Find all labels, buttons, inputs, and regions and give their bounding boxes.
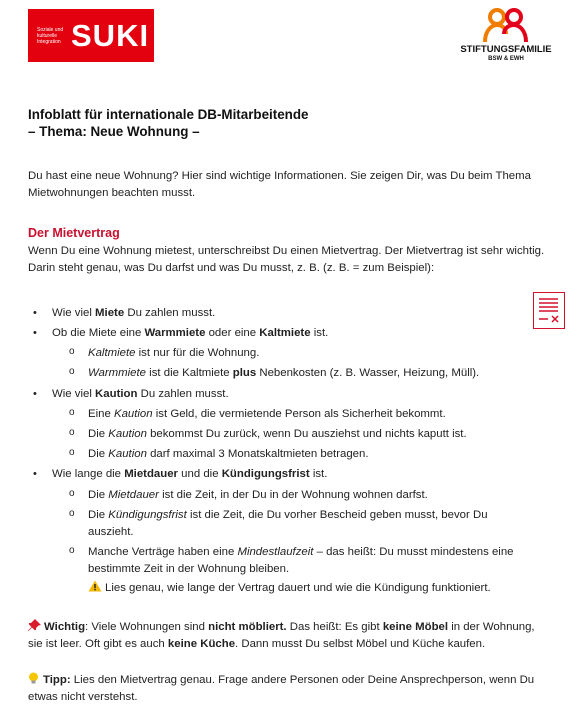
important-note: Wichtig: Viele Wohnungen sind nicht möbliert. Das heißt: Es gibt keine Möbel in der Wohnung, sie ist leer. Oft gibt es auch keine Küche. Dann musst Du selbst Möbel und Küche kaufen. bbox=[28, 621, 535, 650]
suki-logo-wordmark: SUKI bbox=[71, 17, 150, 53]
list-subitem-kaution-2: o Die Kaution bekommst Du zurück, wenn Du ausziehst und nichts kaputt ist. bbox=[88, 426, 518, 443]
warning-note: Lies genau, wie lange der Vertrag dauert und wie die Kündigung funktioniert. bbox=[88, 580, 528, 597]
list-subitem-warmmiete: o Warmmiete ist die Kaltmiete plus Nebenkosten (z. B. Wasser, Heizung, Müll). bbox=[88, 365, 518, 382]
list-item-warmmiete-kaltmiete: • Ob die Miete eine Warmmiete oder eine Kaltmiete ist. bbox=[52, 325, 532, 342]
lightbulb-icon bbox=[28, 672, 39, 685]
warning-icon bbox=[88, 580, 102, 592]
stiftungsfamilie-sub: BSW & EWH bbox=[488, 56, 524, 62]
document-remove-icon[interactable] bbox=[533, 292, 565, 329]
suki-logo-subtitle: Soziale und kulturelle Integration bbox=[37, 26, 64, 45]
section-heading: Der Mietvertrag bbox=[28, 226, 120, 240]
intro-text: Du hast eine neue Wohnung? Hier sind wichtige Informationen. Sie zeigen Dir, was Du beim Thema Mietwohnungen beachten musst. bbox=[28, 170, 531, 199]
list-item-mietdauer: • Wie lange die Mietdauer und die Kündigungsfrist ist. bbox=[52, 466, 532, 483]
stiftungsfamilie-people-icon bbox=[478, 8, 534, 42]
list-item-kaution: • Wie viel Kaution Du zahlen musst. bbox=[52, 386, 532, 403]
list-subitem-kaution-3: o Die Kaution darf maximal 3 Monatskaltmieten betragen. bbox=[88, 446, 518, 463]
stiftungsfamilie-name: STIFTUNGSFAMILIE bbox=[460, 44, 552, 55]
list-item-miete: • Wie viel Miete Du zahlen musst. bbox=[52, 305, 532, 322]
stiftungsfamilie-logo bbox=[456, 8, 556, 72]
list-subitem-mindestlaufzeit: o Manche Verträge haben eine Mindestlaufzeit – das heißt: Du musst mindestens eine bestimmte Zeit in der Wohnung bleiben. bbox=[88, 544, 518, 577]
list-subitem-kaution-1: o Eine Kaution ist Geld, die vermietende Person als Sicherheit bekommt. bbox=[88, 406, 518, 423]
tip-note: Tipp: Lies den Mietvertrag genau. Frage andere Personen oder Deine Ansprechperson, wenn Du etwas nicht verstehst. bbox=[28, 674, 535, 703]
list-subitem-kaltmiete: o Kaltmiete ist nur für die Wohnung. bbox=[88, 345, 518, 362]
page-title: Infoblatt für internationale DB-Mitarbeitende – Thema: Neue Wohnung – bbox=[28, 107, 309, 139]
pushpin-icon bbox=[28, 619, 41, 631]
section-text: Wenn Du eine Wohnung mietest, unterschreibst Du einen Mietvertrag. Der Mietvertrag ist sehr wichtig. Darin steht genau, was Du darfst und was Du musst, z. B. (z. B. = zum Beispiel): bbox=[28, 245, 545, 274]
list-subitem-mietdauer: o Die Mietdauer ist die Zeit, in der Du in der Wohnung wohnen darfst. bbox=[88, 487, 518, 504]
suki-logo bbox=[28, 9, 154, 62]
list-subitem-kuendigungsfrist: o Die Kündigungsfrist ist die Zeit, die Du vorher Bescheid geben musst, bevor Du auszieht. bbox=[88, 507, 518, 540]
